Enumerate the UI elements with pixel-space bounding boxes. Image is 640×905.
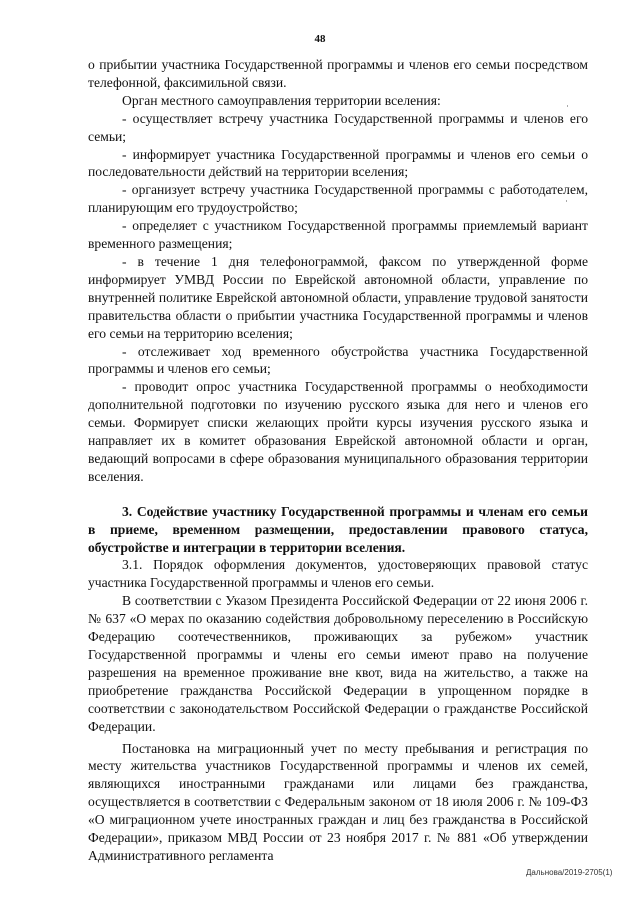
paragraph: Постановка на миграционный учет по месту пребывания и регистрация по месту жительства участников Государственной программы и членов их семей, являющихся иностранными гражданами или лицами без гражданства, осуществляется в соответствии с Федеральным законом от 18 июля 2006 г. № 109-ФЗ «О миграционном учете иностранных граждан и лиц без гражданства в Российской Федерации», приказом МВД России от 23 ноября 2017 г. № 881 «Об утверждении Административного регламента — [88, 740, 588, 863]
list-item: - проводит опрос участника Государственной программы о необходимости дополнительной подготовки по изучению русского языка для него и членов его семьи. Формирует списки желающих пройти курсы изучения русского языка и направляет их в комитет образования Еврейской автономной области и орган, ведающий вопросами в сфере образования муниципального образования территории вселения. — [88, 379, 588, 484]
scan-artifact — [566, 200, 567, 202]
list-item: - осуществляет встречу участника Государственной программы и членов его семьи; — [88, 110, 588, 144]
section-heading: 3. Содействие участнику Государственной программы и членам его семьи в приеме, временном размещении, предоставлении правового статуса, обустройстве и интеграции в территории вселения. — [88, 503, 588, 555]
subsection-title: 3.1. Порядок оформления документов, удостоверяющих правовой статус участника Государственной программы и членов его семьи. — [88, 557, 588, 591]
paragraph: В соответствии с Указом Президента Российской Федерации от 22 июня 2006 г. № 637 «О мерах по оказанию содействия добровольному переселению в Российскую Федерацию соотечественников, проживающих за рубежом» участник Государственной программы и члены его семьи имеют право на получение разрешения на временное проживание вне квот, вида на жительство, а также на приобретение гражданства Российской Федерации в упрощенном порядке в соответствии с законодательством Российской Федерации о гражданстве Российской Федерации. — [88, 593, 588, 734]
page-number: 48 — [314, 33, 326, 45]
paragraph: о прибытии участника Государственной программы и членов его семьи посредством телефонной, факсимильной связи. — [88, 57, 588, 90]
footer-code: Дальнова/2019-2705(1) — [526, 868, 613, 877]
list-item: - отслеживает ход временного обустройства участника Государственной программы и членов его семьи; — [88, 343, 588, 377]
paragraph: Орган местного самоуправления территории вселения: — [122, 92, 441, 108]
scan-artifact — [567, 105, 568, 107]
scan-artifact — [565, 466, 566, 468]
list-item: - организует встречу участника Государственной программы с работодателем, планирующим его трудоустройство; — [88, 182, 588, 216]
list-item: - информирует участника Государственной программы и членов его семьи о последовательности действий на территории вселения; — [88, 146, 588, 180]
list-item: - в течение 1 дня телефонограммой, факсом по утвержденной форме информирует УМВД России по Еврейской автономной области, управление по внутренней политике Еврейской автономной области, управление трудовой занятости правительства области о прибытии участника Государственной программы и членов его семьи на территорию вселения; — [88, 253, 588, 341]
document-body — [88, 56, 588, 865]
list-item: - определяет с участником Государственной программы приемлемый вариант временного размещения; — [88, 218, 588, 252]
